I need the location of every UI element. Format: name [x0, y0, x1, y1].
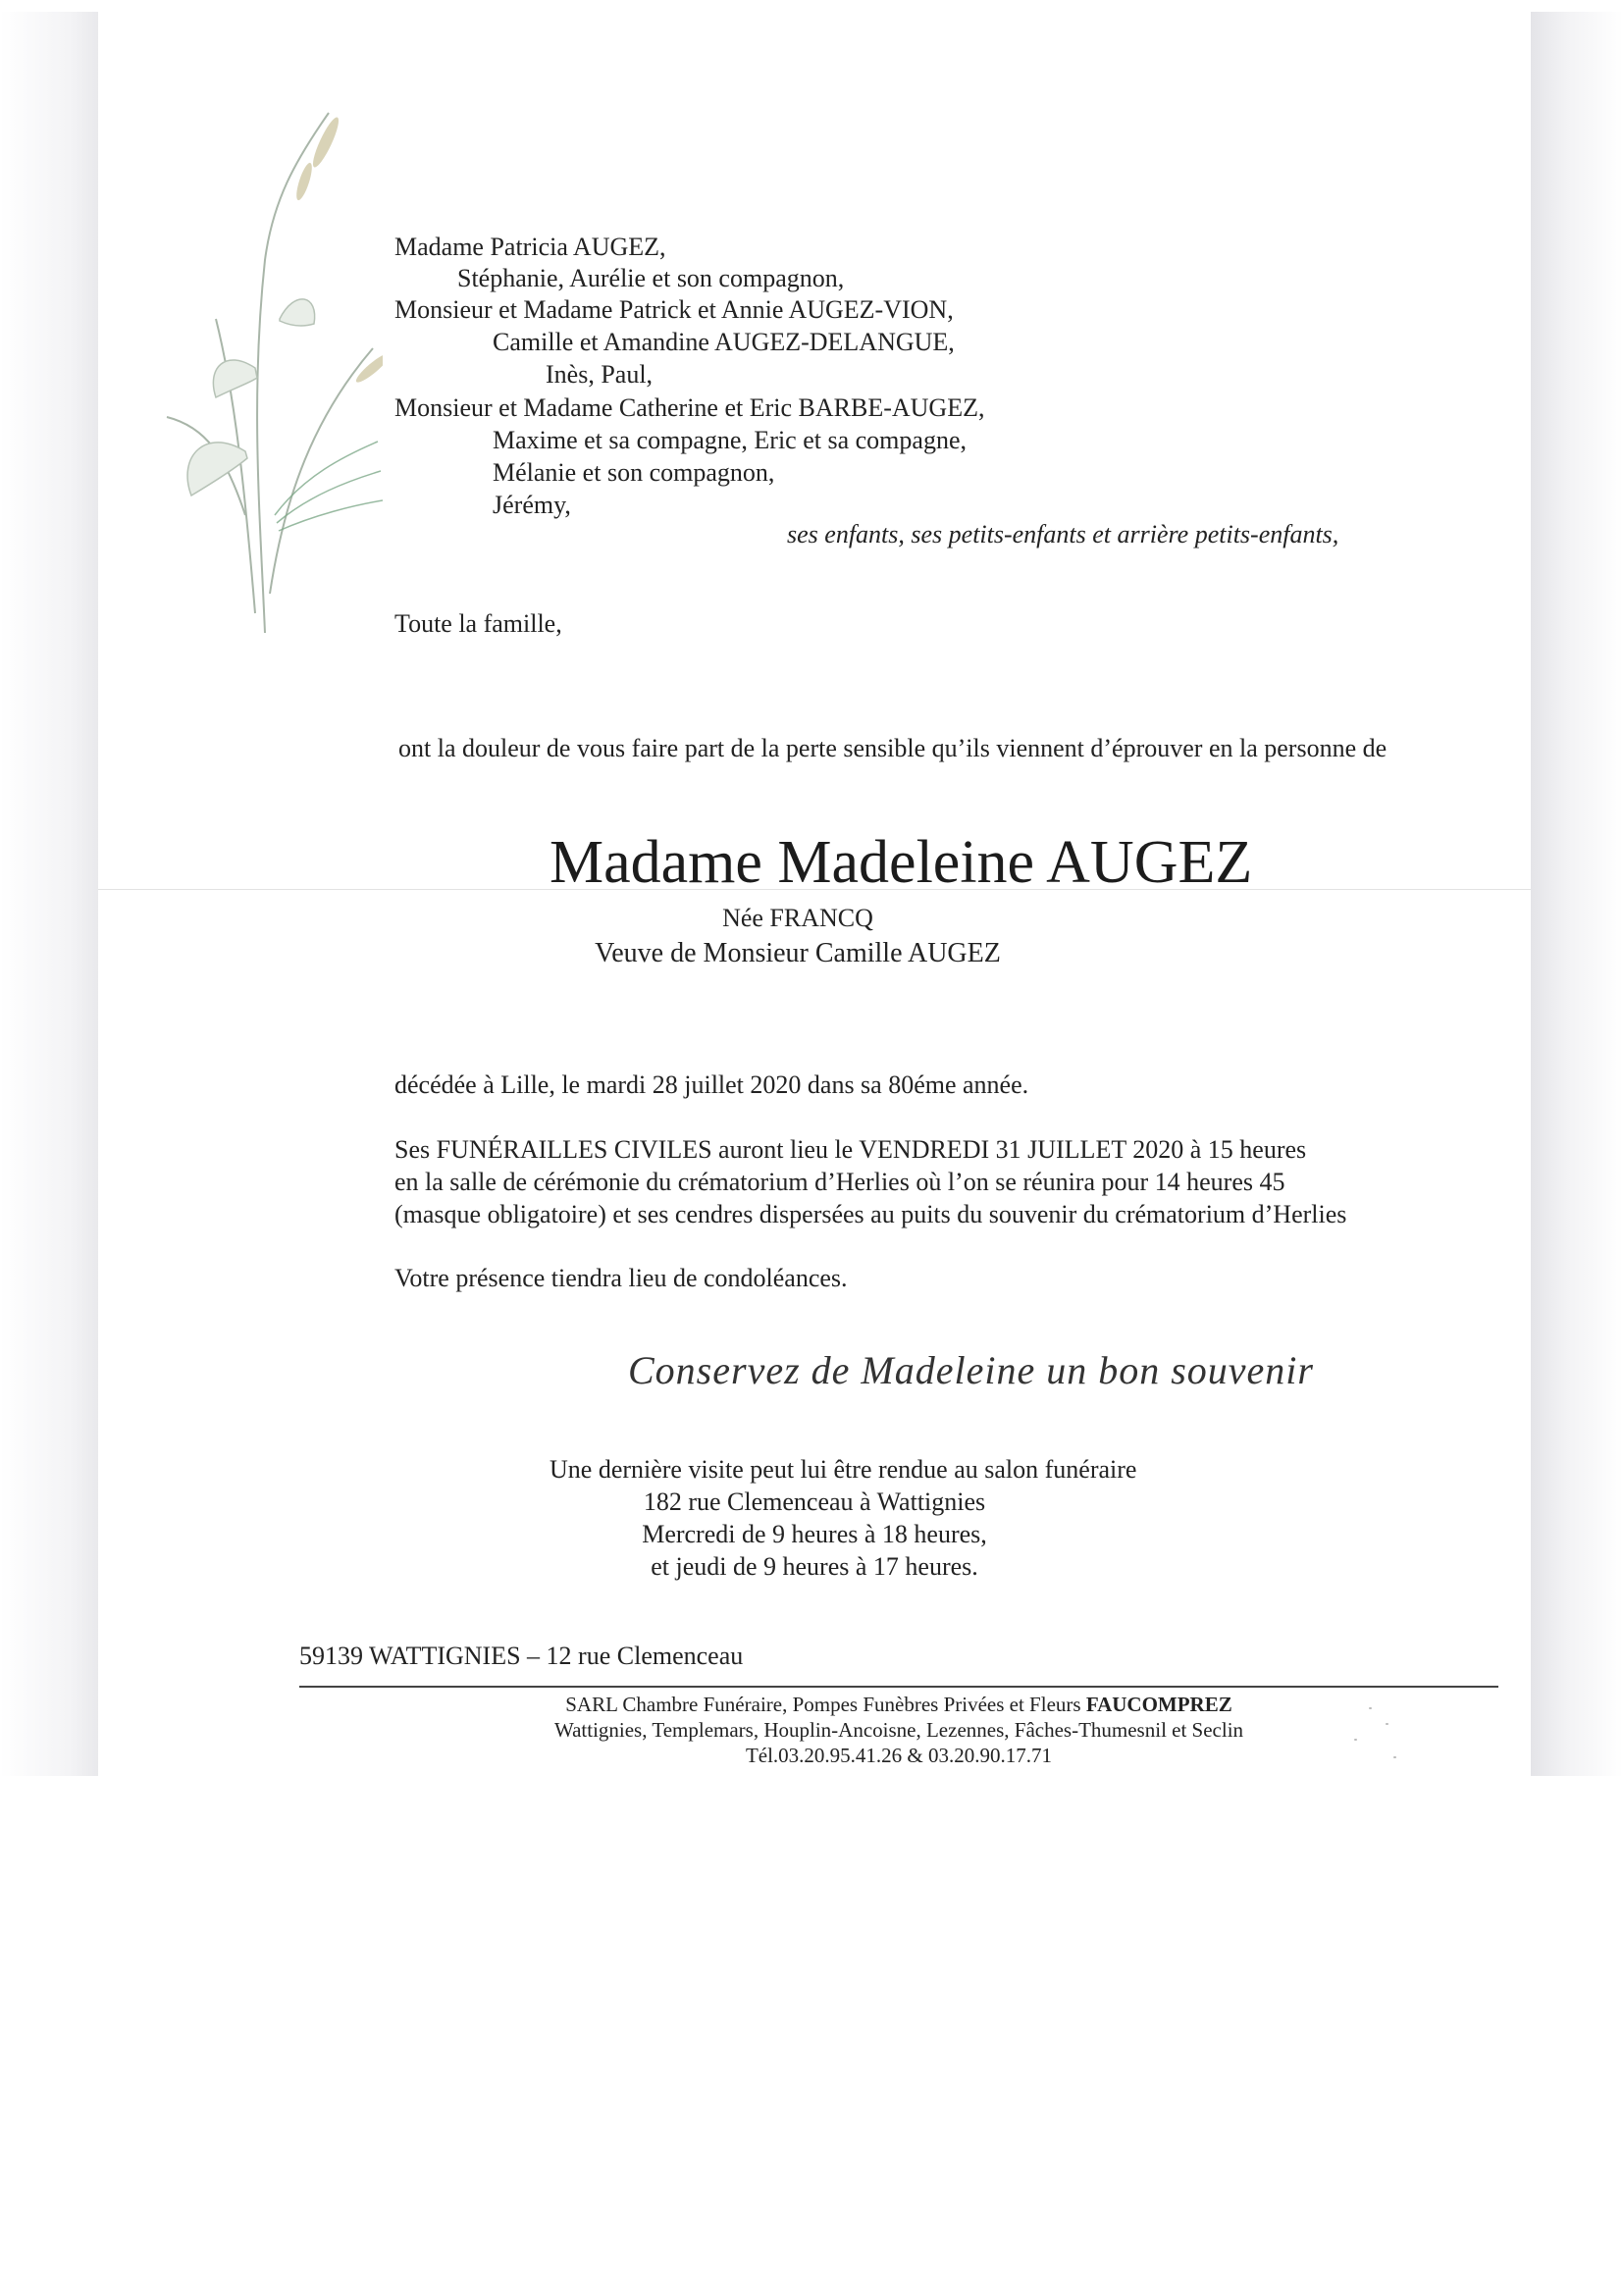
visit-line-3: Mercredi de 9 heures à 18 heures, — [642, 1520, 987, 1548]
funeral-line-1: Ses FUNÉRAILLES CIVILES auront lieu le VENDREDI 31 JUILLET 2020 à 15 heures — [394, 1135, 1307, 1164]
family-line-1: Madame Patricia AUGEZ, — [394, 233, 666, 261]
scan-speckle — [1393, 1756, 1396, 1758]
family-line-7: Maxime et sa compagne, Eric et sa compagne, — [493, 426, 967, 454]
funeral-line-2: en la salle de cérémonie du crématorium d’Herlies où l’on se réunira pour 14 heures 45 — [394, 1168, 1285, 1196]
memory-phrase: Conservez de Madeleine un bon souvenir — [628, 1348, 1314, 1392]
family-line-3: Monsieur et Madame Patrick et Annie AUGEZ-VION, — [394, 295, 954, 324]
announcement-text: ont la douleur de vous faire part de la perte sensible qu’ils viennent d’éprouver en la personne de — [398, 734, 1387, 762]
death-details: décédée à Lille, le mardi 28 juillet 2020 dans sa 80éme année. — [394, 1070, 1029, 1099]
family-line-5: Inès, Paul, — [546, 360, 654, 389]
scan-speckle — [1386, 1723, 1388, 1725]
birth-name: Née FRANCQ — [722, 904, 873, 932]
footer-divider — [299, 1686, 1498, 1688]
footer-phone: Tél.03.20.95.41.26 & 03.20.90.17.71 — [745, 1744, 1053, 1767]
page-left-shadow — [0, 12, 98, 1776]
visit-line-4: et jeudi de 9 heures à 17 heures. — [651, 1552, 978, 1581]
family-relation: ses enfants, ses petits-enfants et arrière petits-enfants, — [787, 520, 1339, 548]
footer-locations: Wattignies, Templemars, Houplin-Ancoisne, Lezennes, Fâches-Thumesnil et Seclin — [553, 1718, 1244, 1742]
visit-line-2: 182 rue Clemenceau à Wattignies — [643, 1487, 986, 1516]
deceased-name: Madame Madeleine AUGEZ — [550, 829, 1253, 896]
all-family: Toute la famille, — [394, 609, 562, 638]
funeral-line-3: (masque obligatoire) et ses cendres dispersées au puits du souvenir du crématorium d’Herlies — [394, 1200, 1347, 1228]
footer-company — [299, 1692, 1498, 1717]
family-line-2: Stéphanie, Aurélie et son compagnon, — [457, 264, 845, 292]
scan-speckle — [1369, 1707, 1372, 1709]
footer-company-name: FAUCOMPREZ — [1085, 1693, 1232, 1716]
widow-of: Veuve de Monsieur Camille AUGEZ — [595, 938, 1001, 968]
family-line-9: Jérémy, — [493, 491, 571, 519]
scan-speckle — [1354, 1739, 1357, 1741]
visit-line-1: Une dernière visite peut lui être rendue au salon funéraire — [550, 1455, 1137, 1484]
condolences-text: Votre présence tiendra lieu de condoléances. — [394, 1264, 848, 1292]
family-line-8: Mélanie et son compagnon, — [493, 458, 775, 487]
lily-and-wheat-decoration-icon — [147, 103, 383, 633]
family-line-4: Camille et Amandine AUGEZ-DELANGUE, — [493, 328, 955, 356]
footer-company-prefix: SARL Chambre Funéraire, Pompes Funèbres Privées et Fleurs — [565, 1693, 1081, 1716]
family-line-6: Monsieur et Madame Catherine et Eric BARBE-AUGEZ, — [394, 393, 985, 422]
page-right-shadow — [1531, 12, 1623, 1776]
address: 59139 WATTIGNIES – 12 rue Clemenceau — [299, 1642, 744, 1670]
